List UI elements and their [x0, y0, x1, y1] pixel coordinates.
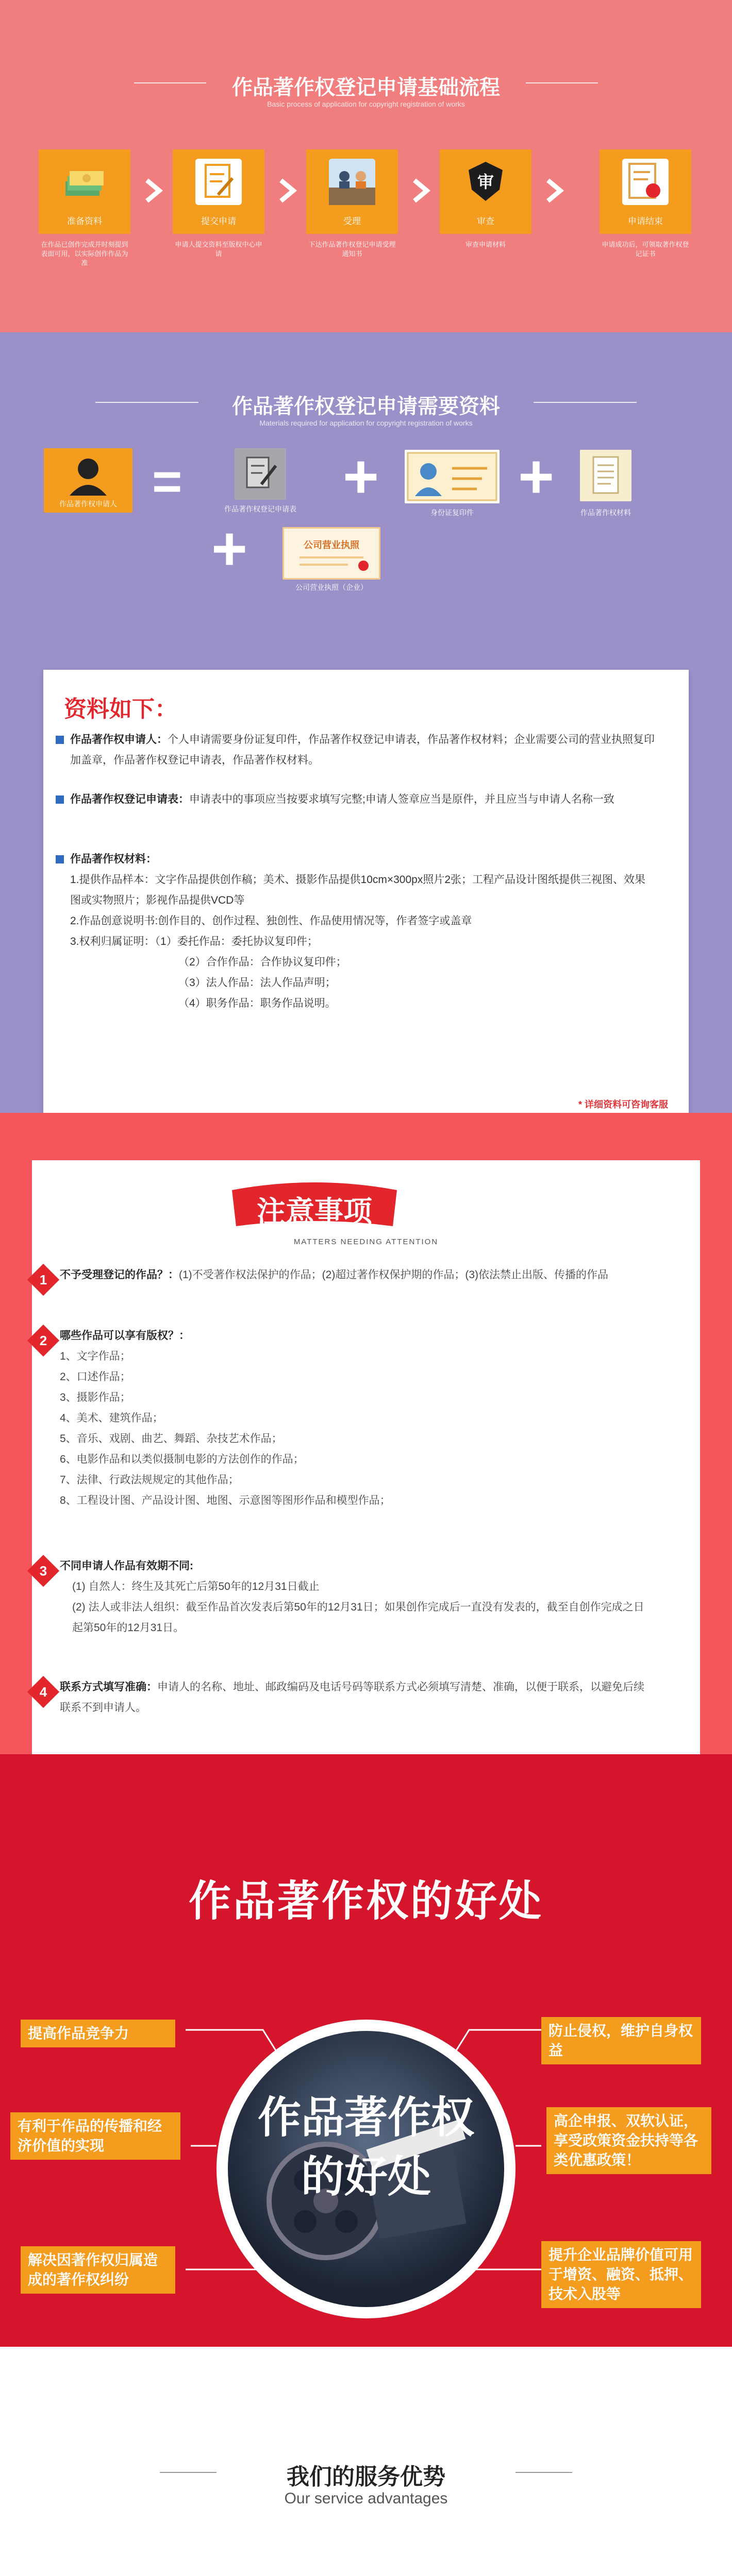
notice-item-3: 不同申请人作品有效期不同: (1) 自然人：终生及其死亡后第50年的12月31日截止 (2) 法人或非法人组织：截至作品首次发表后第50年的12月31日；如果创作完成后一直没有发表的，截至自创作完成之日起第50年的12月31日。	[60, 1560, 644, 1634]
step-desc: 在作品已创作完成并时刻提到表面可用，以实际创作作品为准	[41, 241, 128, 267]
chevron-right-icon	[544, 178, 564, 204]
benefit-dispute: 解决因著作权归属造成的著作权纠纷	[21, 2246, 175, 2294]
notice-item-1: 不予受理登记的作品？：(1)不受著作权法保护的作品；(2)超过著作权保护期的作品；(3)依法禁止出版、传播的作品	[60, 1269, 608, 1281]
notice-subtitle: MATTERS NEEDING ATTENTION	[293, 1238, 439, 1246]
materials-detail-title: 资料如下：	[64, 697, 177, 722]
document-icon	[580, 450, 631, 501]
materials-subtitle: Materials required for application for copyright registration of works	[259, 419, 473, 427]
advantages-title: 我们的服务优势	[287, 2464, 445, 2489]
benefit-brand-value: 提升企业品牌价值可用于增资、融资、抵押、技术入股等	[541, 2241, 701, 2308]
form-icon	[235, 448, 286, 500]
process-section	[0, 0, 732, 332]
materials-item-form: 作品著作权登记申请表：申请表中的事项应当按要求填写完整;申请人签章应当是原件，并且应当与申请人名称一致	[70, 789, 663, 810]
materials-section: 作品著作权登记申请需要资料 Materials required for application for copyright registration of works 作品著作权申请人 = 作品著作权登记申请表 + 身份证复印件 + 作品著作权材料 + 公司营业执照 公司营业执照（企业）	[0, 332, 732, 1113]
notice-title: 注意事项	[257, 1195, 372, 1228]
id-card-icon	[405, 450, 500, 503]
materials-item-applicant: 作品著作权申请人：个人申请需要身份证复印件，作品著作权登记申请表，作品著作权材料；企业需要公司的营业执照复印加盖章，作品著作权登记申请表，作品著作权材料。	[70, 730, 663, 771]
license-icon: 公司营业执照	[282, 527, 380, 580]
person-icon	[44, 448, 132, 497]
step-label: 准备资料	[67, 216, 102, 226]
seal-icon	[358, 561, 369, 571]
chevron-right-icon	[143, 178, 163, 204]
process-step-submit: 提交申请 申请人提交资料至版权中心申请	[173, 149, 264, 259]
process-step-finish: 申请结束 申请成功后，可领取著作权登记证书	[600, 149, 691, 259]
materials-title: 作品著作权登记申请需要资料	[232, 395, 500, 418]
process-step-prepare	[39, 149, 130, 268]
applicant-box: 作品著作权申请人	[44, 448, 132, 513]
advantages-subtitle: Our service advantages	[284, 2490, 448, 2507]
certificate-icon	[622, 159, 669, 205]
process-title: 作品著作权登记申请基础流程	[232, 76, 500, 99]
benefit-policy: 高企申报、双软认证，享受政策资金扶持等各类优惠政策！	[546, 2107, 711, 2174]
circle-text-line1: 作品著作权	[257, 2093, 474, 2142]
plus-sign: +	[518, 442, 555, 511]
materials-detail-card	[43, 670, 689, 1123]
chevron-right-icon	[277, 178, 297, 204]
consult-note: * 详细资料可咨询客服	[578, 1099, 668, 1110]
edit-document-icon	[195, 159, 242, 205]
benefits-title: 作品著作权的好处	[188, 1878, 543, 1925]
step-box	[39, 149, 130, 234]
benefit-dissemination: 有利于作品的传播和经济价值的实现	[10, 2112, 180, 2160]
chevron-right-icon	[410, 178, 431, 204]
benefit-protect-rights: 防止侵权，维护自身权益	[541, 2017, 701, 2064]
money-stack-icon	[61, 159, 108, 205]
benefit-competitiveness: 提高作品竞争力	[21, 2020, 175, 2047]
materials-item-works: 作品著作权材料：	[70, 849, 663, 870]
notice-item-2: 哪些作品可以享有版权？： 1、文字作品； 2、口述作品； 3、摄影作品； 4、美术、建筑作品； 5、音乐、戏剧、曲艺、舞蹈、杂技艺术作品； 6、电影作品和以类似摄制电影的方法创作的作品； 7、法律、行政法规规定的其他作品； 8、工程设计图、产品设计图、地图、示意图等图形作品和模型作品；	[60, 1330, 391, 1506]
plus-sign: +	[211, 514, 248, 583]
circle-text-line2: 的好处	[301, 2153, 431, 2201]
bullet-square	[56, 736, 64, 744]
materials-list: 1.提供作品样本：文字作品提供创作稿；美术、摄影作品提供10cm×300px照片2张；工程产品设计图纸提供三视图、效果图或实物照片；影视作品提供VCD等 2.作品创意说明书:创作目的、创作过程、独创性、作品使用情况等，作者签字或盖章 3.权利归属证明：（1）委托作品：委托协议复印件； （2）合作作品：合作协议复印件； （3）法人作品：法人作品声明； （4）职务作品：职务作品说明。	[70, 874, 646, 1009]
equals-sign: =	[152, 453, 182, 511]
svg-text:审: 审	[477, 172, 494, 192]
process-step-review: 审 审查 审查申请材料	[440, 149, 531, 249]
office-counter-icon	[329, 159, 375, 205]
review-shield-icon	[462, 159, 509, 205]
process-step-accept: 受理 下达作品著作权登记申请受理通知书	[306, 149, 398, 259]
plus-sign: +	[343, 442, 379, 511]
process-subtitle: Basic process of application for copyright registration of works	[267, 100, 465, 108]
notice-item-4: 联系方式填写准确：申请人的名称、地址、邮政编码及电话号码等联系方式必须填写清楚、准确，以便于联系，以避免后续联系不到申请人。	[60, 1681, 644, 1714]
